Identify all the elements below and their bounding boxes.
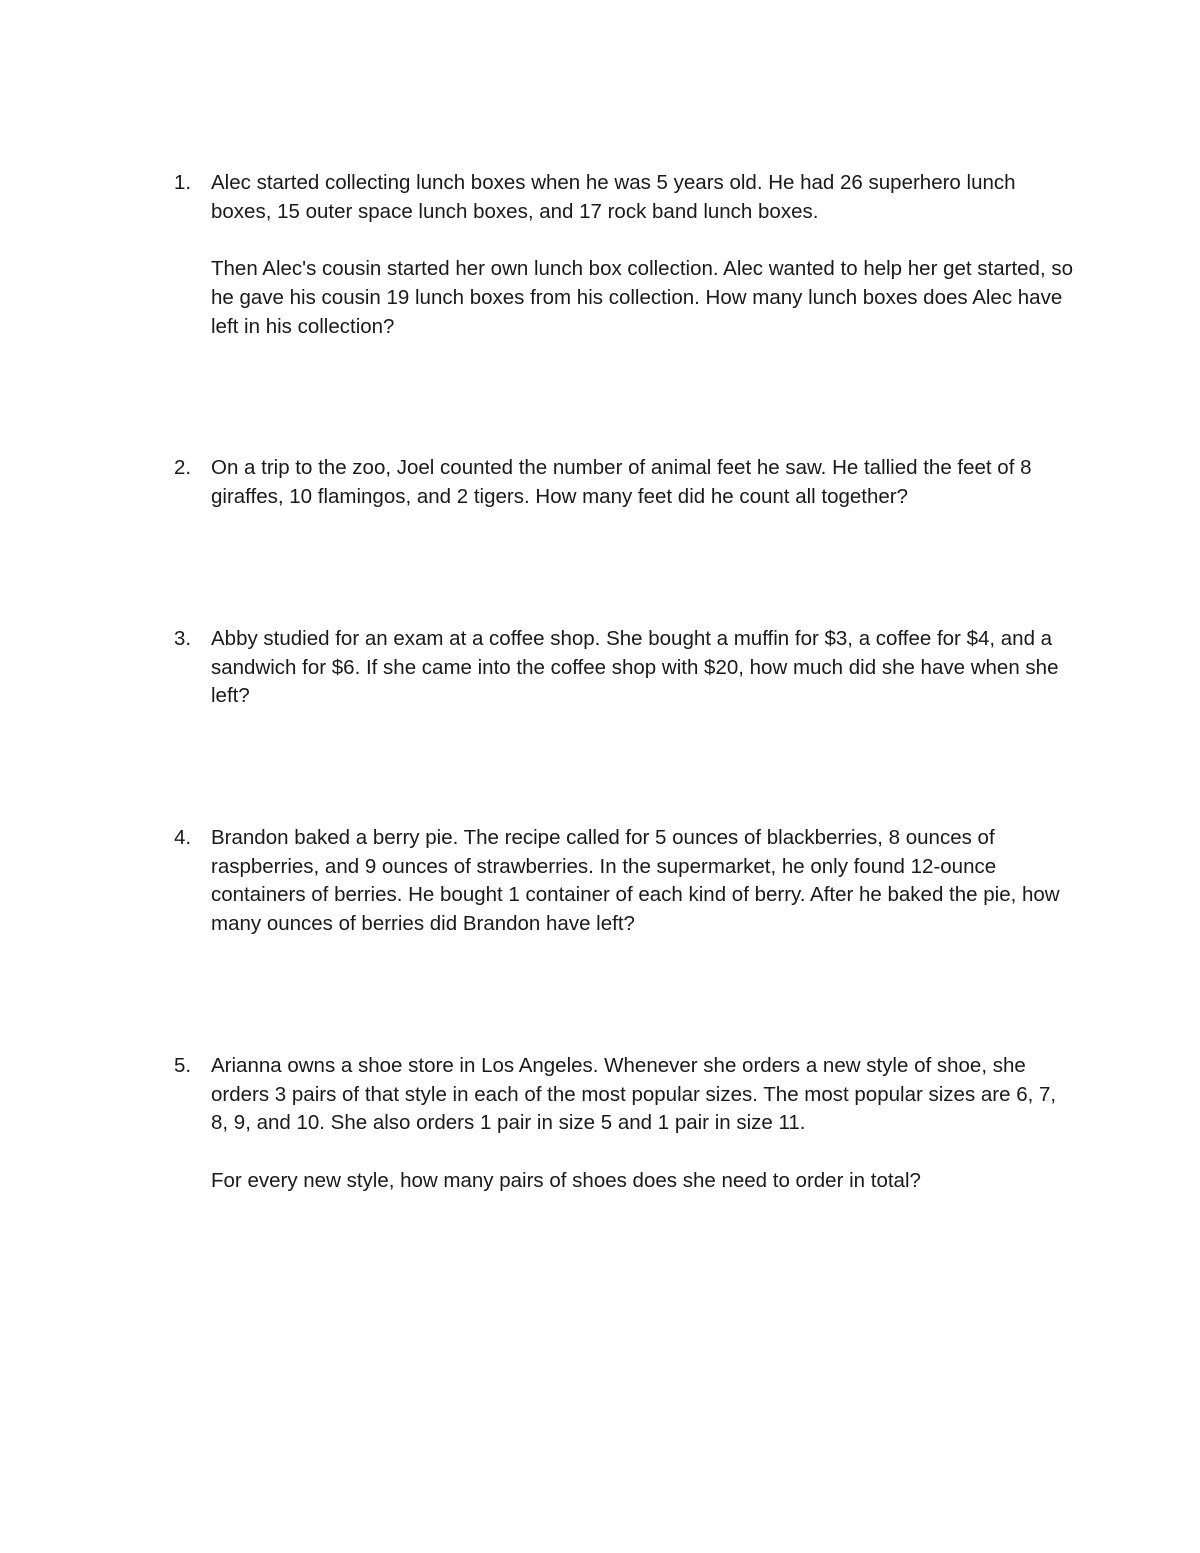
question-text: Abby studied for an exam at a coffee shop. She bought a muffin for $3, a coffee for $4, and a sandwich for $6. If she came into the coffee shop with $20, how much did she have when she left? [211, 627, 1059, 708]
question-number: 2. [174, 456, 192, 479]
question-4 [174, 824, 1074, 939]
question-body [211, 169, 1074, 341]
question-text: Alec started collecting lunch boxes when he was 5 years old. He had 26 superhero lunch boxes, 15 outer space lunch boxes, and 17 rock band lunch boxes. [211, 171, 1016, 223]
question-number: 4. [174, 826, 192, 849]
question-number: 3. [174, 627, 192, 650]
question-text: For every new style, how many pairs of shoes does she need to order in total? [211, 1168, 921, 1192]
question-1 [174, 169, 1074, 341]
question-body [211, 625, 1074, 711]
question-text: Then Alec's cousin started her own lunch box collection. Alec wanted to help her get started, so he gave his cousin 19 lunch boxes from his collection. How many lunch boxes does Alec have left in his collection? [211, 257, 1074, 338]
question-number: 1. [174, 171, 192, 194]
question-text: Brandon baked a berry pie. The recipe called for 5 ounces of blackberries, 8 ounces of raspberries, and 9 ounces of strawberries. In the supermarket, he only found 12-ounce containers of berries. He bought 1 container of each kind of berry. After he baked the pie, how many ounces of berries did Brandon have left? [211, 826, 1060, 936]
question-text: Arianna owns a shoe store in Los Angeles. Whenever she orders a new style of shoe, she orders 3 pairs of that style in each of the most popular sizes. The most popular sizes are 6, 7, 8, 9, and 10. She also orders 1 pair in size 5 and 1 pair in size 11. [211, 1054, 1057, 1135]
question-body [211, 1052, 1074, 1196]
question-5 [174, 1052, 1074, 1196]
question-2 [174, 454, 1074, 511]
question-body [211, 454, 1074, 511]
question-text: On a trip to the zoo, Joel counted the number of animal feet he saw. He tallied the feet of 8 giraffes, 10 flamingos, and 2 tigers. How many feet did he count all together? [211, 456, 1032, 508]
question-number: 5. [174, 1054, 192, 1077]
question-3 [174, 625, 1074, 711]
question-body [211, 824, 1074, 939]
